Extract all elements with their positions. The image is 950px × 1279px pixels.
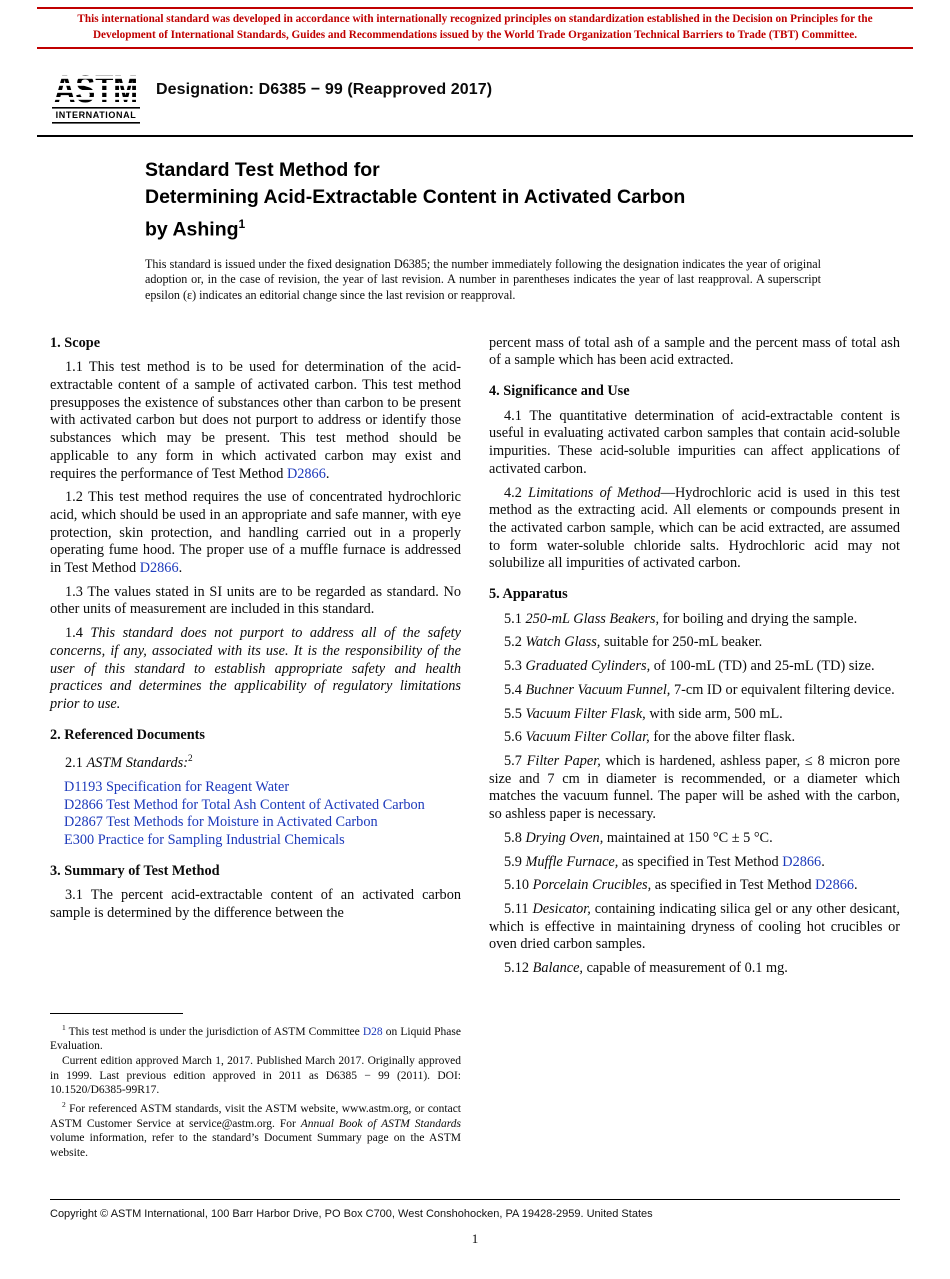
paragraph xyxy=(489,408,900,479)
text-run: Graduated Cylinders, xyxy=(525,658,651,675)
section-heading xyxy=(489,383,900,401)
paragraph xyxy=(489,753,900,824)
text-run: ASTM Standards: xyxy=(86,755,188,772)
paragraph xyxy=(50,584,461,619)
text-run: for the above filter flask. xyxy=(649,729,796,746)
text-run: 1.2 This test method requires the use of concentrated hydrochloric acid, which should be used in an appropriate and safe manner, with eye protection, skin protection, and handling carried out in a properly operating fume hood. The proper use of a muffle furnace is addressed in Test Method xyxy=(50,489,461,577)
text-run: 5.6 xyxy=(504,729,526,746)
text-run: of 100-mL (TD) and 25-mL (TD) size. xyxy=(650,658,875,675)
paragraph xyxy=(50,359,461,483)
text-run: 1.1 This test method is to be used for determination of the acid-extractable content of a sample of activated carbon. This test method presupposes the existence of substances other than carbon to be present with activated carbon but does not purport to address or identify those substances which may be present. This test method should be applicable to any form in which activated carbon may exist and requires the performance of Test Method xyxy=(50,359,461,482)
text-run: as specified in Test Method xyxy=(651,877,816,894)
title-line-1: Standard Test Method for xyxy=(145,159,380,182)
footnote xyxy=(50,1054,461,1098)
text-run: suitable for 250-mL beaker. xyxy=(600,634,763,651)
wto-notice-text: This international standard was developed in accordance with internationally recognized principles on standardization established in the Decision on Principles for the Development of International Standards, Guides and Recommendations issued by the World Trade Organization Technical Barriers to Trade (TBT) Committee. xyxy=(77,13,873,41)
text-run: capable of measurement of 0.1 mg. xyxy=(583,960,788,977)
text-run: 1.4 xyxy=(65,625,91,642)
body-columns xyxy=(50,335,900,1161)
standard-link[interactable]: D2867 Test Methods for Moisture in Activated Carbon xyxy=(64,814,378,831)
text-run: Porcelain Crucibles, xyxy=(532,877,652,894)
standard-link[interactable]: D2866 xyxy=(139,560,179,577)
text-run: 5.4 xyxy=(504,681,526,698)
text-run: for boiling and drying the sample. xyxy=(659,610,858,627)
paragraph xyxy=(489,335,900,370)
text-run: with side arm, 500 mL. xyxy=(645,705,783,722)
masthead xyxy=(50,63,900,130)
paragraph xyxy=(489,611,900,629)
text-run: 2.1 xyxy=(65,755,87,772)
text-run: Filter Paper, xyxy=(526,752,601,769)
footer xyxy=(50,1199,900,1220)
text-run: Desicator, xyxy=(532,900,591,917)
astm-logo xyxy=(52,63,140,130)
standard-link[interactable]: D2866 xyxy=(286,465,326,482)
text-run: 5.7 xyxy=(504,752,527,769)
text-run: 1 xyxy=(62,1022,66,1032)
text-run: 1. Scope xyxy=(50,334,101,351)
text-run: This standard does not purport to address all of the safety concerns, if any, associated with its use. It is the responsibility of the user of this standard to establish appropriate safety and health practices and determines the applicability of regulatory limitations prior to use. xyxy=(50,625,461,712)
text-run: 5.10 xyxy=(504,877,533,894)
left-column-content xyxy=(50,335,461,929)
text-run: For referenced ASTM standards, visit the ASTM website, www.astm.org, or contact ASTM Customer Service at service@astm.org. For xyxy=(50,1102,461,1130)
paragraph xyxy=(489,682,900,700)
text-run: 5.2 xyxy=(504,634,526,651)
reference-item xyxy=(64,832,461,850)
text-run: 250-mL Glass Beakers, xyxy=(525,610,660,627)
standard-link[interactable]: D28 xyxy=(362,1025,383,1038)
left-column xyxy=(50,335,461,1161)
text-run: Vacuum Filter Collar, xyxy=(525,729,650,746)
text-run: containing indicating silica gel or any other desicant, which is effective in maintaining dryness of cooling hot crucibles or oven dried carbon samples. xyxy=(489,900,900,953)
paragraph xyxy=(50,489,461,578)
text-run: This test method is under the jurisdiction of ASTM Committee xyxy=(65,1025,363,1038)
text-run: 5.9 xyxy=(504,853,526,870)
paragraph xyxy=(489,854,900,872)
text-run: maintained at 150 °C ± 5 °C. xyxy=(603,829,773,846)
paragraph xyxy=(50,887,461,922)
standard-link[interactable]: D2866 Test Method for Total Ash Content of Activated Carbon xyxy=(64,796,425,813)
text-run: Limitations of Method xyxy=(528,484,661,501)
text-run: 5.11 xyxy=(504,900,533,917)
text-run: . xyxy=(178,560,183,577)
text-run: 5.3 xyxy=(504,658,526,675)
text-run: 2. Referenced Documents xyxy=(50,726,205,743)
text-run: 2 xyxy=(62,1099,66,1109)
paragraph xyxy=(50,625,461,714)
text-run: Buchner Vacuum Funnel, xyxy=(525,681,671,698)
reference-item xyxy=(64,797,461,815)
text-run: on Liquid Phase Evaluation. xyxy=(50,1025,461,1053)
footnotes xyxy=(50,989,461,1161)
wto-notice xyxy=(37,7,913,49)
section-heading xyxy=(489,586,900,604)
text-run: 5.8 xyxy=(504,829,526,846)
right-column xyxy=(489,335,900,1161)
footnote xyxy=(50,1098,461,1161)
text-run: which is hardened, ashless paper, ≤ 8 micron pore size and 7 cm in diameter is recommended, or a diameter which matches the vacuum funnel. The paper will be ashed with the carbon, so ashless paper is necessary. xyxy=(489,752,900,823)
title-block xyxy=(145,157,900,303)
text-run: 4.2 xyxy=(504,484,529,501)
reference-item xyxy=(64,814,461,832)
text-run: volume information, refer to the standard’s Document Summary page on the ASTM website. xyxy=(50,1132,461,1159)
text-run: 5.5 xyxy=(504,705,526,722)
issued-note: This standard is issued under the fixed designation D6385; the number immediately following the designation indicates the year of original adoption or, in the case of revision, the year of last revision. A number in parentheses indicates the year of last reapproval. A superscript epsilon (ε) indicates an editorial change since the last revision or reapproval. xyxy=(145,256,821,303)
text-run: Vacuum Filter Flask, xyxy=(525,705,646,722)
paragraph xyxy=(489,634,900,652)
text-run: Watch Glass, xyxy=(525,634,601,651)
section-heading xyxy=(50,335,461,353)
paragraph xyxy=(489,658,900,676)
text-run: 2 xyxy=(188,754,193,765)
paragraph xyxy=(489,901,900,954)
title-line-3-text: by Ashing xyxy=(145,218,239,241)
paragraph xyxy=(489,830,900,848)
standard-link[interactable]: E300 Practice for Sampling Industrial Chemicals xyxy=(64,831,345,848)
section-heading xyxy=(50,727,461,745)
paragraph xyxy=(489,706,900,724)
text-run: Annual Book of ASTM Standards xyxy=(300,1117,461,1130)
title-footnote-marker: 1 xyxy=(238,217,246,232)
designation: Designation: D6385 − 99 (Reapproved 2017) xyxy=(156,81,493,99)
title-line-3 xyxy=(145,211,900,244)
paragraph xyxy=(489,485,900,574)
text-run: percent mass of total ash of a sample and the percent mass of total ash of a sample which has been acid extracted. xyxy=(489,334,900,369)
copyright-line: Copyright © ASTM International, 100 Barr Harbor Drive, PO Box C700, West Conshohocken, PA 19428-2959. United States xyxy=(50,1208,653,1220)
astm-logo-mark xyxy=(52,63,140,125)
text-run: 7-cm ID or equivalent filtering device. xyxy=(670,681,895,698)
paragraph xyxy=(50,751,461,772)
astm-logo-international: INTERNATIONAL xyxy=(55,110,137,121)
footnote xyxy=(50,1021,461,1054)
page-number: 1 xyxy=(471,1231,479,1246)
text-run: 1.3 The values stated in SI units are to be regarded as standard. No other units of measurement are included in this standard. xyxy=(50,583,461,618)
standard-link[interactable]: D2866 xyxy=(815,877,855,894)
text-run: . xyxy=(854,877,858,894)
text-run: Current edition approved March 1, 2017. Published March 2017. Originally approved in 1999. Last previous edition approved in 2011 as D6385 − 99 (2011). DOI: 10.1520/D6385-99R17. xyxy=(50,1054,461,1097)
document-page xyxy=(0,7,950,1279)
title-line-2: Determining Acid-Extractable Content in Activated Carbon xyxy=(145,186,686,209)
paragraph xyxy=(489,960,900,978)
text-run: 5. Apparatus xyxy=(489,586,568,603)
text-run: 4.1 The quantitative determination of acid-extractable content is useful in evaluating activated carbon samples that contain acid-soluble impurities. These acid-soluble impurities can affect applications of activated carbon. xyxy=(489,407,900,477)
header-divider xyxy=(37,135,913,137)
text-run: 3. Summary of Test Method xyxy=(50,862,220,879)
text-run: Balance, xyxy=(532,960,584,977)
standard-link[interactable]: D2866 xyxy=(782,853,822,870)
text-run: 5.1 xyxy=(504,610,526,627)
document-title xyxy=(145,157,900,244)
text-run: as specified in Test Method xyxy=(618,853,783,870)
text-run: Muffle Furnace, xyxy=(525,853,619,870)
paragraph xyxy=(489,729,900,747)
text-run: Drying Oven, xyxy=(525,829,604,846)
text-run: 3.1 The percent acid-extractable content of an activated carbon sample is determined by the difference between the xyxy=(50,887,461,922)
text-run: 4. Significance and Use xyxy=(489,383,630,400)
text-run: —Hydrochloric acid is used in this test method as the extracting acid. All elements or compounds present in the activated carbon sample, which can be acid extracted, are assumed to form water-soluble chloride salts. Hydrochloric acid may not solubilize all impurities of activated carbon. xyxy=(489,484,901,572)
reference-item xyxy=(64,779,461,797)
paragraph xyxy=(489,877,900,895)
standard-link[interactable]: D1193 Specification for Reagent Water xyxy=(64,778,290,795)
text-run: . xyxy=(325,465,330,482)
text-run: . xyxy=(821,853,825,870)
section-heading xyxy=(50,863,461,881)
text-run: 5.12 xyxy=(504,960,533,977)
